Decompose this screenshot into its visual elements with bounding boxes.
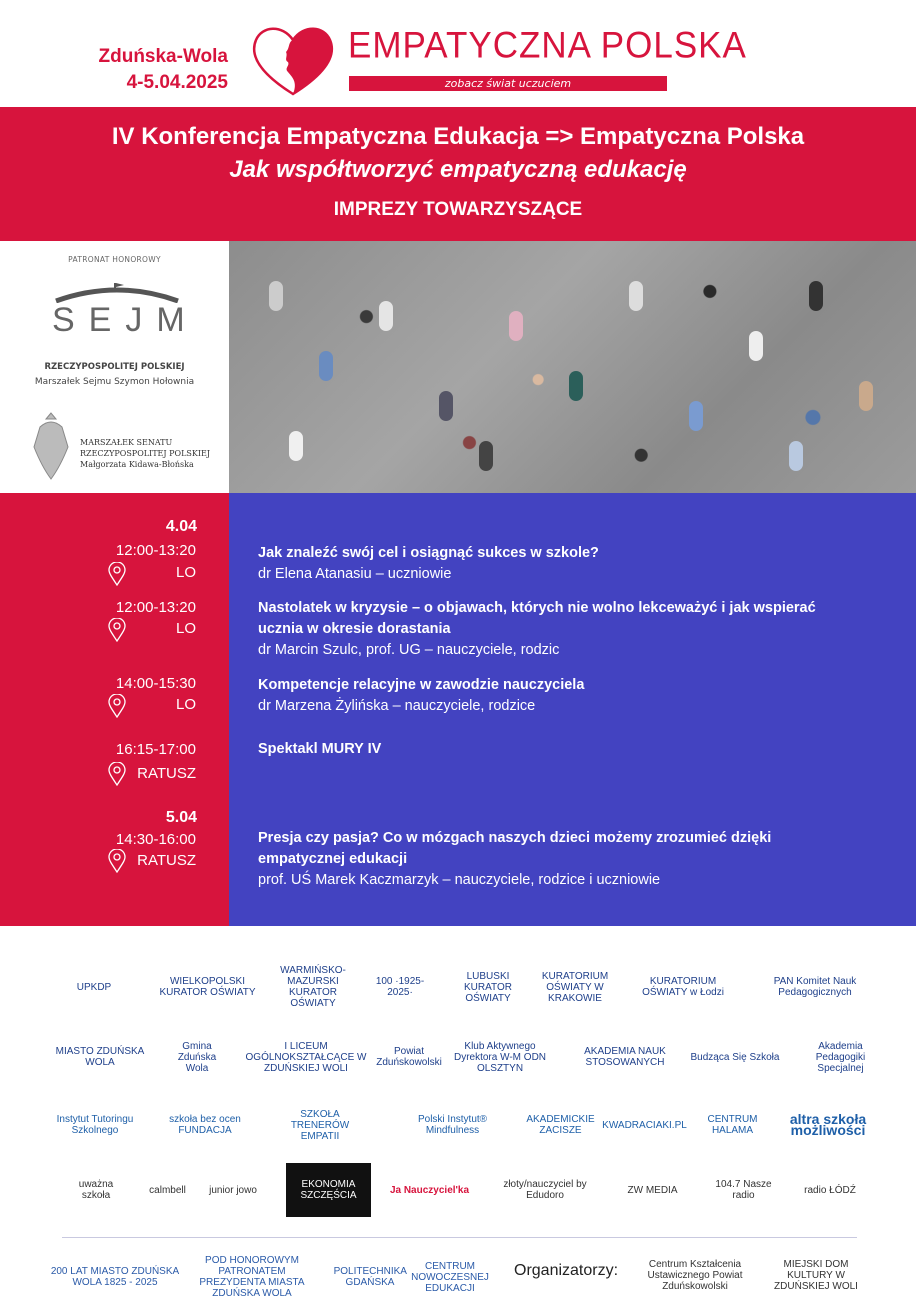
partner-logo: CENTRUM NOWOCZESNEJ EDUKACJI	[411, 1260, 489, 1294]
event-item	[258, 598, 898, 661]
partner-logo: ZW MEDIA	[627, 1184, 678, 1196]
organizer-logo: Centrum Kształcenia Ustawicznego Powiat Zduńskowolski	[647, 1258, 743, 1292]
partner-logo: calmbell	[149, 1184, 186, 1196]
partner-logo: POLITECHNIKA GDAŃSKA	[333, 1266, 407, 1288]
partner-logo: AKADEMICKIE ZACISZE	[526, 1114, 595, 1136]
sejm-logo: SEJM	[52, 301, 199, 339]
event-place: RATUSZ	[137, 765, 196, 782]
location-pin-icon	[108, 694, 126, 718]
partner-logo: MIASTO ZDUŃSKA WOLA	[55, 1046, 145, 1068]
senat-title: MARSZAŁEK SENATU	[80, 438, 173, 447]
partner-logo: złoty/nauczyciel by Edudoro	[503, 1179, 587, 1201]
sejm-dome-icon	[52, 281, 182, 303]
event-speaker: prof. UŚ Marek Kaczmarzyk – nauczyciele, rodzice i uczniowie	[258, 872, 661, 888]
schedule-events	[229, 493, 916, 926]
conference-title: IV Konferencja Empatyczna Edukacja => Empatyczna Polska	[111, 123, 805, 150]
crowd-photo	[229, 241, 916, 493]
event-place: LO	[175, 696, 196, 713]
partner-logo: SZKOŁA TRENERÓW EMPATII	[290, 1108, 350, 1142]
senat-marshal: Małgorzata Kidawa-Błońska	[80, 460, 194, 469]
partner-logo: WARMIŃSKO-MAZURSKI KURATOR OŚWIATY	[280, 965, 346, 1009]
location-pin-icon	[108, 849, 126, 873]
partner-logo: KURATORIUM OŚWIATY W KRAKOWIE	[541, 970, 609, 1004]
honorary-patronage	[0, 241, 229, 493]
partner-logo: Instytut Tutoringu Szkolnego	[56, 1114, 134, 1136]
partner-logo: AKADEMIA NAUK STOSOWANYCH	[584, 1046, 666, 1068]
partner-logo: I LICEUM OGÓLNOKSZTAŁCĄCE W ZDUŃSKIEJ WOLI	[245, 1040, 367, 1074]
day-date: 4.04	[165, 518, 197, 535]
partner-logo: Gmina Zduńska Wola	[177, 1040, 217, 1074]
event-speaker: dr Elena Atanasiu – uczniowie	[258, 566, 452, 582]
partner-logo: Akademia Pedagogiki Specjalnej	[815, 1040, 866, 1074]
event-time: 16:15-17:00	[115, 741, 196, 758]
event-title: Kompetencje relacyjne w zawodzie nauczyciela	[258, 677, 585, 693]
partner-logo: radio ŁÓDŹ	[804, 1184, 856, 1196]
senat-text	[80, 437, 210, 470]
event-title: Jak znaleźć swój cel i osiągnąć sukces w szkole?	[258, 545, 599, 561]
event-item	[258, 739, 898, 760]
partner-logo: altra szkoła możliwości	[789, 1111, 867, 1138]
conference-subtitle: Jak współtworzyć empatyczną edukację	[229, 156, 687, 183]
patronage-label: PATRONAT HONOROWY	[68, 255, 161, 264]
partner-logo: Polski Instytut® Mindfulness	[417, 1114, 488, 1136]
partner-logo: 104.7 Nasze radio	[715, 1179, 772, 1201]
event-time: 12:00-13:20	[115, 599, 196, 616]
event-speaker: dr Marzena Żylińska – nauczyciele, rodzice	[258, 698, 536, 714]
event-title: Spektakl MURY IV	[258, 741, 382, 757]
partner-logo: CENTRUM HALAMA	[707, 1114, 758, 1136]
partner-logo: Powiat Zduńskowolski	[376, 1046, 442, 1068]
partner-logo: WIELKOPOLSKI KURATOR OŚWIATY	[159, 976, 256, 998]
location-pin-icon	[108, 618, 126, 642]
event-speaker: dr Marcin Szulc, prof. UG – nauczyciele, rodzic	[258, 642, 560, 658]
event-time: 14:30-16:00	[115, 831, 196, 848]
city: Zduńska-Wola	[98, 46, 228, 67]
location-pin-icon	[108, 762, 126, 786]
event-item	[258, 828, 898, 891]
event-time: 12:00-13:20	[115, 542, 196, 559]
partner-logo: Klub Aktywnego Dyrektora W-M ODN OLSZTYN	[453, 1040, 547, 1074]
event-title-cont: empatycznej edukacji	[258, 851, 408, 867]
day-date: 5.04	[165, 809, 197, 826]
event-place: RATUSZ	[137, 852, 196, 869]
event-place: LO	[175, 620, 196, 637]
divider	[62, 1237, 857, 1238]
event-title-cont: ucznia w okresie dorastania	[258, 621, 451, 637]
heart-logo-icon	[248, 22, 338, 98]
event-place: LO	[175, 564, 196, 581]
partner-logo: UPKDP	[76, 981, 112, 993]
sejm-marshal: Marszałek Sejmu Szymon Hołownia	[34, 377, 195, 387]
location-pin-icon	[108, 562, 126, 586]
partner-logo: PAN Komitet Nauk Pedagogicznych	[773, 976, 857, 998]
event-title: Presja czy pasja? Co w mózgach naszych dzieci możemy zrozumieć dzięki	[258, 830, 772, 846]
organizers-label: Organizatorzy:	[514, 1262, 619, 1279]
sejm-subtitle: RZECZYPOSPOLITEJ POLSKIEJ	[44, 362, 185, 372]
event-title: Nastolatek w kryzysie – o objawach, których nie wolno lekceważyć i jak wspierać	[258, 600, 816, 616]
partner-logo: KURATORIUM OŚWIATY w Łodzi	[642, 976, 724, 998]
partner-logo: KWADRACIAKI.PL	[602, 1119, 687, 1131]
partner-logo: Budząca Się Szkoła	[690, 1051, 780, 1063]
schedule-times	[0, 493, 229, 926]
brand-title: EMPATYCZNA POLSKA	[348, 25, 747, 66]
partner-logo: 100 ·1925-2025·	[375, 976, 425, 998]
partner-logo: POD HONOROWYM PATRONATEM PREZYDENTA MIASTA ZDUŃSKA WOLA	[199, 1255, 305, 1299]
partner-logo: 200 LAT MIASTO ZDUŃSKA WOLA 1825 - 2025	[50, 1266, 180, 1288]
title-band	[0, 107, 916, 241]
partner-logo: EKONOMIA SZCZĘŚCIA	[286, 1163, 371, 1217]
dates: 4-5.04.2025	[126, 72, 228, 93]
event-item	[258, 675, 898, 717]
partner-logo: uważna szkoła	[78, 1179, 114, 1201]
header	[0, 0, 916, 107]
brand-tagline: zobacz świat uczuciem	[349, 76, 667, 91]
event-time: 14:00-15:30	[115, 675, 196, 692]
partner-logo: junior jowo	[209, 1184, 257, 1196]
section-title: IMPREZY TOWARZYSZĄCE	[333, 199, 583, 220]
partner-logo: Ja Nauczyciel'ka	[389, 1184, 470, 1196]
event-item	[258, 543, 898, 585]
event-location-date	[40, 44, 228, 96]
senat-subtitle: RZECZYPOSPOLITEJ POLSKIEJ	[80, 449, 211, 458]
partner-logo: szkoła bez ocen FUNDACJA	[169, 1114, 241, 1136]
partner-logo: LUBUSKI KURATOR OŚWIATY	[464, 970, 512, 1004]
eagle-emblem-icon	[30, 407, 72, 483]
organizer-logo: MIEJSKI DOM KULTURY W ZDUŃSKIEJ WOLI	[774, 1258, 858, 1292]
